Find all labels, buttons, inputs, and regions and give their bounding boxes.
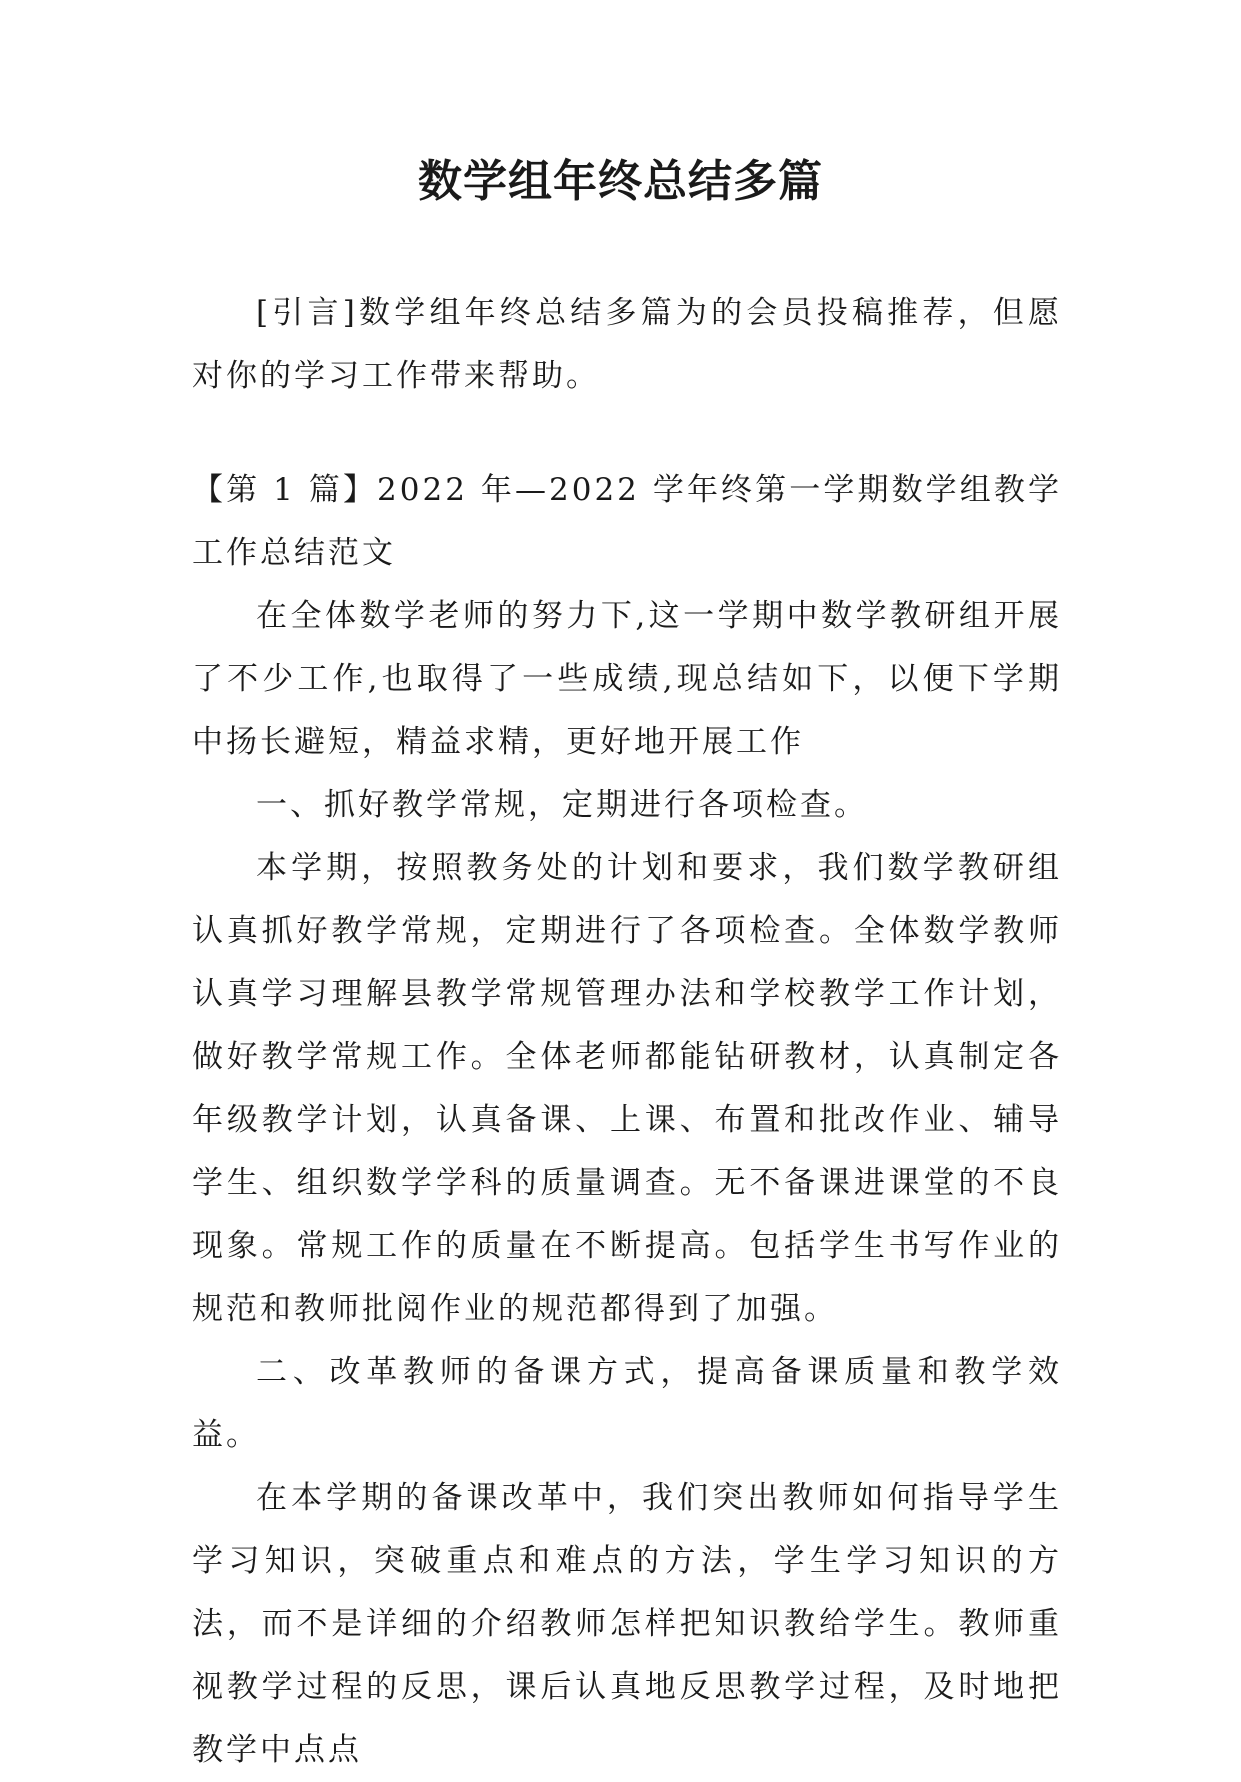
intro-block bbox=[192, 282, 1062, 408]
subheading-2: 二、改革教师的备课方式，提高备课质量和教学效益。 bbox=[192, 1354, 1062, 1453]
subheading-1: 一、抓好教学常规，定期进行各项检查。 bbox=[256, 787, 868, 823]
body-paragraph: 在本学期的备课改革中，我们突出教师如何指导学生学习知识，突破重点和难点的方法，学生学习知识的方法，而不是详细的介绍教师怎样把知识教给学生。教师重视教学过程的反思，课后认真地反思教学过程，及时地把教学中点点 bbox=[192, 1480, 1062, 1768]
document-title: 数学组年终总结多篇 bbox=[418, 156, 823, 207]
body-paragraph: 在全体数学老师的努力下,这一学期中数学教研组开展了不少工作,也取得了一些成绩,现总结如下，以便下学期中扬长避短，精益求精，更好地开展工作 bbox=[192, 598, 1062, 760]
section-heading: 【第 1 篇】2022 年—2022 学年终第一学期数学组教学工作总结范文 bbox=[192, 472, 1062, 571]
section-1 bbox=[192, 459, 1062, 1782]
body-paragraph: 本学期，按照教务处的计划和要求，我们数学教研组认真抓好教学常规，定期进行了各项检查。全体数学教师认真学习理解县教学常规管理办法和学校教学工作计划，做好教学常规工作。全体老师都能钻研教材，认真制定各年级教学计划，认真备课、上课、布置和批改作业、辅导学生、组织数学学科的质量调查。无不备课进课堂的不良现象。常规工作的质量在不断提高。包括学生书写作业的规范和教师批阅作业的规范都得到了加强。 bbox=[192, 850, 1062, 1327]
intro-paragraph: [引言]数学组年终总结多篇为的会员投稿推荐，但愿对你的学习工作带来帮助。 bbox=[192, 295, 1062, 394]
